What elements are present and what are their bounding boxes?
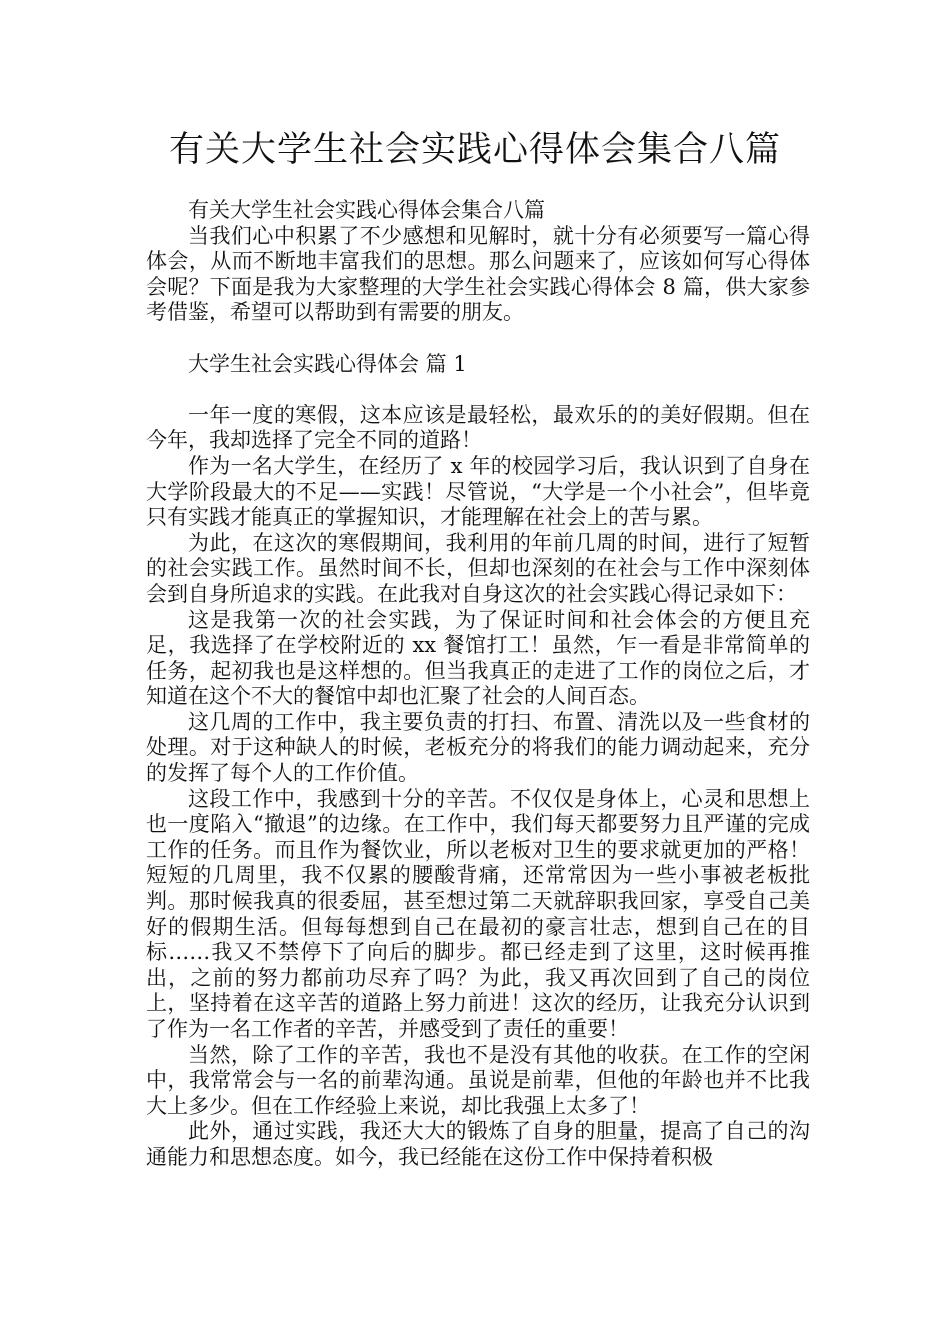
document-subtitle: 有关大学生社会实践心得体会集合八篇 — [188, 198, 545, 222]
intro-paragraph: 当我们心中积累了不少感想和见解时，就十分有必须要写一篇心得体会，从而不断地丰富我们的思想。那么问题来了，应该如何写心得体会呢？下面是我为大家整理的大学生社会实践心得体会 8 篇，供大家参考借鉴，希望可以帮助到有需要的朋友。 — [146, 223, 810, 325]
spacer — [146, 377, 810, 403]
body-paragraph: 作为一名大学生，在经历了 x 年的校园学习后，我认识到了自身在大学阶段最大的不足——实践！尽管说，“大学是一个小社会”，但毕竟只有实践才能真正的掌握知识，才能理解在社会上的苦与累。 — [146, 453, 810, 530]
document-body — [146, 198, 810, 1171]
body-paragraph: 此外，通过实践，我还大大的锻炼了自身的胆量，提高了自己的沟通能力和思想态度。如今，我已经能在这份工作中保持着积极 — [146, 1119, 810, 1169]
body-paragraph: 这几周的工作中，我主要负责的打扫、布置、清洗以及一些食材的处理。对于这种缺人的时候，老板充分的将我们的能力调动起来，充分的发挥了每个人的工作价值。 — [146, 709, 810, 786]
body-paragraph: 一年一度的寒假，这本应该是最轻松，最欢乐的的美好假期。但在今年，我却选择了完全不同的道路！ — [146, 402, 810, 453]
body-paragraph: 这是我第一次的社会实践，为了保证时间和社会体会的方便且充足，我选择了在学校附近的 xx 餐馆打工！虽然，乍一看是非常简单的任务，起初我也是这样想的。但当我真正的走进了工作的岗位之后，才知道在这个不大的餐馆中却也汇聚了社会的人间百态。 — [146, 607, 810, 709]
body-paragraph: 这段工作中，我感到十分的辛苦。不仅仅是身体上，心灵和思想上也一度陷入“撤退”的边缘。在工作中，我们每天都要努力且严谨的完成工作的任务。而且作为餐饮业，所以老板对卫生的要求就更加的严格！短短的几周里，我不仅累的腰酸背痛，还常常因为一些小事被老板批判。那时候我真的很委屈，甚至想过第二天就辞职我回家，享受自己美好的假期生活。但每每想到自己在最初的豪言壮志，想到自己在的目标……我又不禁停下了向后的脚步。都已经走到了这里，这时候再推出，之前的努力都前功尽弃了吗？为此，我又再次回到了自己的岗位上，坚持着在这辛苦的道路上努力前进！这次的经历，让我充分认识到了作为一名工作者的辛苦，并感受到了责任的重要！ — [146, 786, 810, 1041]
spacer — [146, 326, 810, 352]
body-paragraph: 当然，除了工作的辛苦，我也不是没有其他的收获。在工作的空闲中，我常常会与一名的前辈沟通。虽说是前辈，但他的年龄也并不比我大上多少。但在工作经验上来说，却比我强上太多了！ — [146, 1042, 810, 1118]
body-paragraph: 为此，在这次的寒假期间，我利用的年前几周的时间，进行了短暂的社会实践工作。虽然时间不长，但却也深刻的在社会与工作中深刻体会到自身所追求的实践。在此我对自身这次的社会实践心得记录如下： — [146, 530, 810, 606]
section-heading: 大学生社会实践心得体会 篇 1 — [188, 351, 467, 376]
document-title: 有关大学生社会实践心得体会集合八篇 — [168, 130, 781, 170]
